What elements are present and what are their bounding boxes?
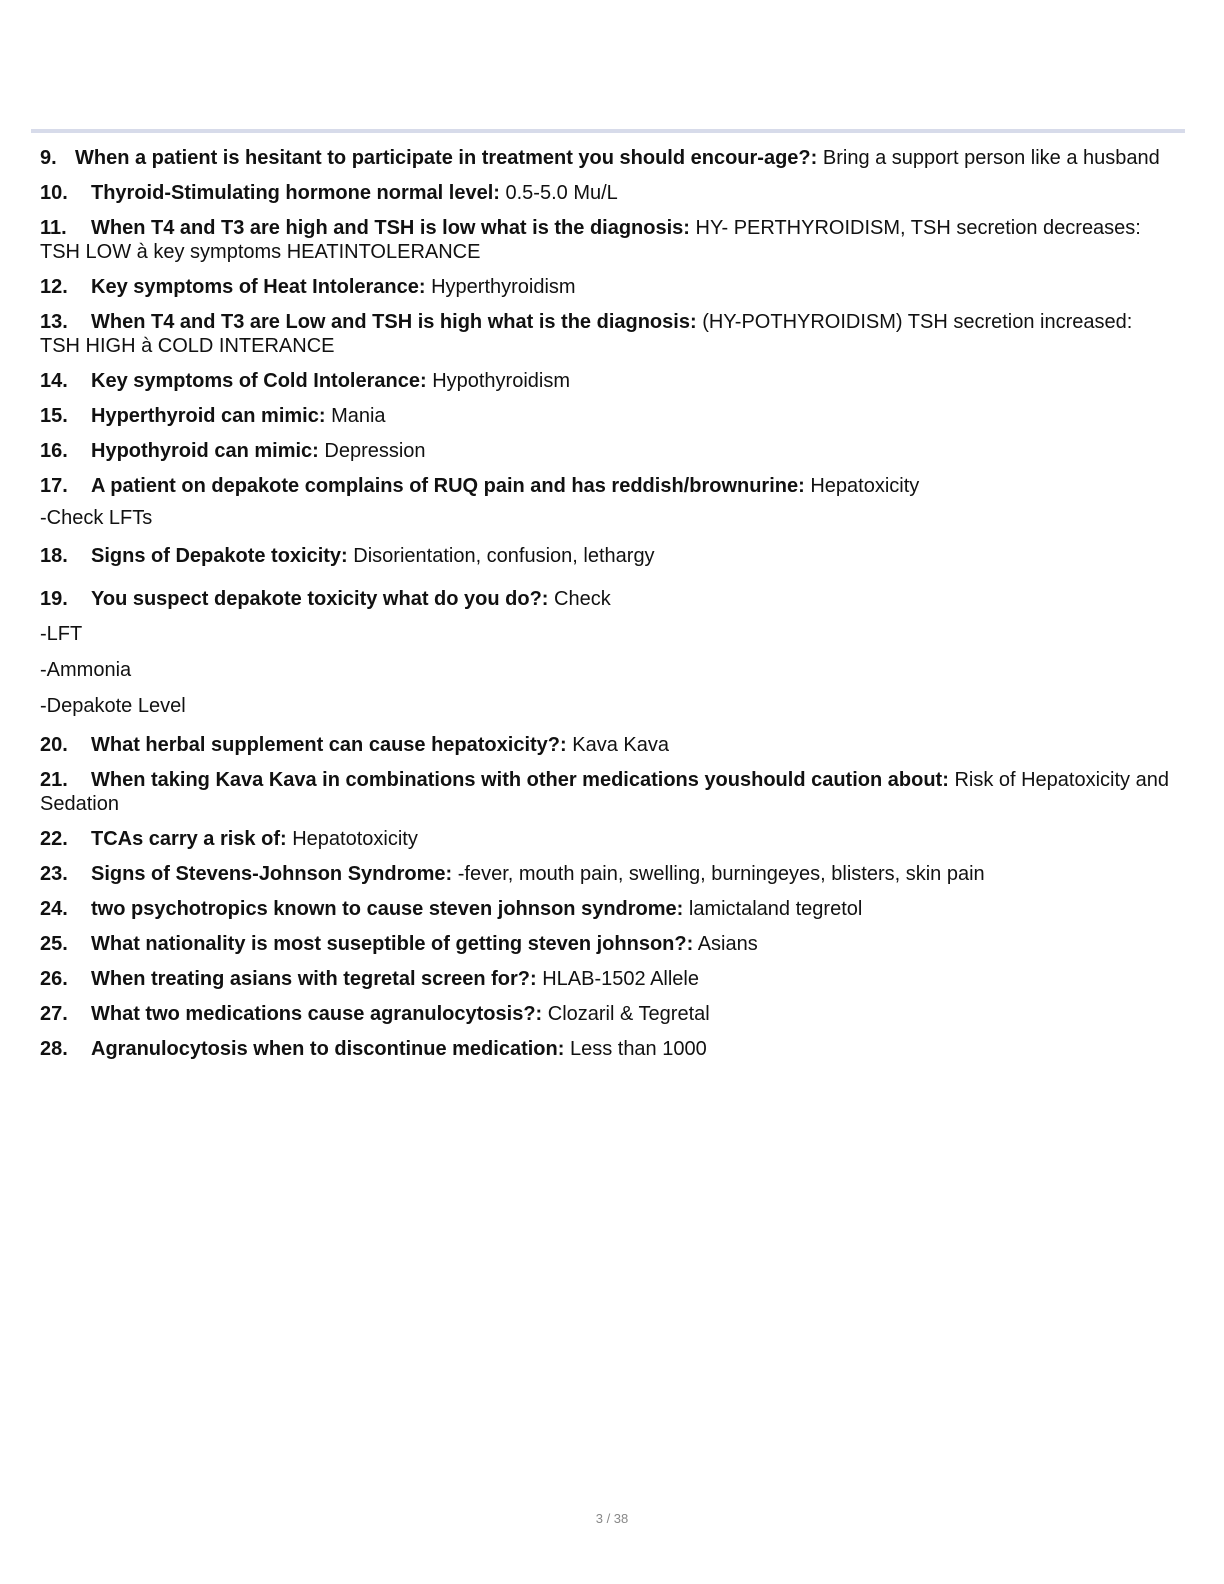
answer: Mania [331, 405, 386, 427]
qa-item-25: 25. What nationality is most suseptible of getting steven johnson?: Asians [40, 933, 758, 955]
question: Thyroid-Stimulating hormone normal level: [91, 182, 500, 204]
answer: Hyperthyroidism [431, 276, 576, 298]
qa-item-13: 13. When T4 and T3 are Low and TSH is high what is the diagnosis: (HY-POTHYROIDISM) TSH secretion increased: TSH HIGH à COLD INTERANCE [40, 311, 1133, 357]
answer: Hepatoxicity [810, 475, 920, 497]
note-line: -Ammonia [40, 659, 132, 681]
note-line: -Check LFTs [40, 507, 153, 529]
qa-item-14: 14. Key symptoms of Cold Intolerance: Hypothyroidism [40, 370, 571, 392]
question: When T4 and T3 are Low and TSH is high what is the diagnosis: [91, 311, 697, 333]
qa-item-20: 20. What herbal supplement can cause hepatoxicity?: Kava Kava [40, 734, 669, 756]
question: TCAs carry a risk of: [91, 828, 287, 850]
header-divider [31, 129, 1185, 133]
answer: Clozaril & Tegretal [547, 1003, 710, 1025]
qa-item-16: 16. Hypothyroid can mimic: Depression [40, 440, 426, 462]
qa-item-27: 27. What two medications cause agranulocytosis?: Clozaril & Tegretal [40, 1003, 710, 1025]
question: Signs of Stevens-Johnson Syndrome: [91, 863, 453, 885]
question: What nationality is most suseptible of getting steven johnson?: [91, 933, 694, 955]
document-body [40, 146, 1170, 1072]
answer: -fever, mouth pain, swelling, burningeyes, blisters, skin pain [457, 863, 985, 885]
question: When taking Kava Kava in combinations with other medications youshould caution about: [91, 769, 949, 791]
qa-item-28: 28. Agranulocytosis when to discontinue medication: Less than 1000 [40, 1038, 707, 1060]
question: When treating asians with tegretal screen for?: [91, 968, 537, 990]
question: Signs of Depakote toxicity: [91, 545, 348, 567]
answer: Hypothyroidism [432, 370, 571, 392]
qa-item-18: 18. Signs of Depakote toxicity: Disorientation, confusion, lethargy [40, 545, 655, 567]
question: A patient on depakote complains of RUQ pain and has reddish/brownurine: [91, 475, 805, 497]
question: Agranulocytosis when to discontinue medication: [91, 1038, 565, 1060]
question: What herbal supplement can cause hepatoxicity?: [91, 734, 567, 756]
qa-item-24: 24. two psychotropics known to cause steven johnson syndrome: lamictaland tegretol [40, 898, 863, 920]
question: When T4 and T3 are high and TSH is low what is the diagnosis: [91, 217, 690, 239]
qa-item-9: 9. When a patient is hesitant to participate in treatment you should encour-age?: Bring a support person like a husband [40, 147, 1160, 169]
answer: Risk of Hepatoxicity and Sedation [40, 769, 1169, 815]
page-number: 3 / 38 [595, 1511, 629, 1526]
answer: HLAB-1502 Allele [542, 968, 699, 990]
answer: Check [554, 588, 611, 610]
answer: Hepatotoxicity [292, 828, 418, 850]
qa-item-12: 12. Key symptoms of Heat Intolerance: Hyperthyroidism [40, 276, 576, 298]
qa-item-21: 21. When taking Kava Kava in combinations with other medications youshould caution about: Risk of Hepatoxicity and Sedation [40, 769, 1169, 815]
answer: lamictaland tegretol [688, 898, 863, 920]
question: Key symptoms of Cold Intolerance: [91, 370, 427, 392]
question: When a patient is hesitant to participate in treatment you should encour-age?: [75, 147, 818, 169]
answer: (HY-POTHYROIDISM) TSH secretion increased: TSH HIGH à COLD INTERANCE [40, 311, 1133, 357]
note-line: -LFT [40, 623, 83, 645]
qa-item-23: 23. Signs of Stevens-Johnson Syndrome: -fever, mouth pain, swelling, burningeyes, blisters, skin pain [40, 863, 985, 885]
answer: Kava Kava [572, 734, 669, 756]
question: You suspect depakote toxicity what do you do?: [91, 588, 549, 610]
qa-item-11: 11. When T4 and T3 are high and TSH is low what is the diagnosis: HY- PERTHYROIDISM, TSH secretion decreases: TSH LOW à key symptoms HEATINTOLERANCE [40, 217, 1141, 263]
question: Hypothyroid can mimic: [91, 440, 319, 462]
qa-item-15: 15. Hyperthyroid can mimic: Mania [40, 405, 386, 427]
answer: Asians [697, 933, 758, 955]
answer: Less than 1000 [569, 1038, 707, 1060]
question: two psychotropics known to cause steven johnson syndrome: [91, 898, 684, 920]
qa-item-22: 22. TCAs carry a risk of: Hepatotoxicity [40, 828, 418, 850]
note-line: -Depakote Level [40, 695, 186, 717]
qa-item-10: 10. Thyroid-Stimulating hormone normal level: 0.5-5.0 Mu/L [40, 182, 618, 204]
question: Hyperthyroid can mimic: [91, 405, 326, 427]
qa-item-26: 26. When treating asians with tegretal screen for?: HLAB-1502 Allele [40, 968, 699, 990]
answer: 0.5-5.0 Mu/L [505, 182, 618, 204]
question: What two medications cause agranulocytosis?: [91, 1003, 543, 1025]
qa-item-17: 17. A patient on depakote complains of RUQ pain and has reddish/brownurine: Hepatoxicity [40, 475, 920, 497]
question: Key symptoms of Heat Intolerance: [91, 276, 426, 298]
answer: HY- PERTHYROIDISM, TSH secretion decreases: TSH LOW à key symptoms HEATINTOLERANCE [40, 217, 1141, 263]
answer: Depression [324, 440, 426, 462]
answer: Disorientation, confusion, lethargy [353, 545, 655, 567]
qa-item-19: 19. You suspect depakote toxicity what do you do?: Check [40, 588, 611, 610]
answer: Bring a support person like a husband [822, 147, 1160, 169]
